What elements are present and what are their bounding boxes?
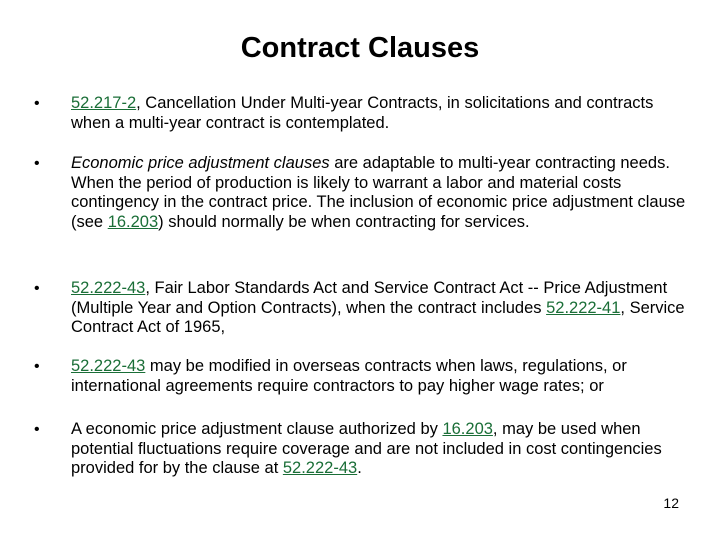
bullet-marker: •: [34, 421, 40, 438]
bullet-marker: •: [34, 155, 40, 172]
section-link-16-203[interactable]: 16.203: [107, 212, 159, 231]
bullet-text: [71, 94, 686, 133]
slide-title: Contract Clauses: [240, 32, 480, 64]
bullet-text-segment: , Service Contract Act of 1965,: [71, 298, 685, 336]
clause-link-52-217-2[interactable]: 52.217-2: [71, 94, 137, 112]
clause-link-52-222-41[interactable]: 52.222-41: [546, 298, 621, 317]
clause-link-52-222-43[interactable]: 52.222-43: [282, 459, 358, 477]
bullet-text-segment: may be modified in overseas contracts when laws, regulations, or international agreements require contractors to pay higher wage rates; or: [71, 357, 627, 395]
bullet-text-segment: are adaptable to multi-year contracting needs. When the period of production is likely to warrant a labor and material costs contingency in the contract price. The inclusion of economic price adjustment clause (see: [71, 154, 686, 231]
bullet-marker: •: [34, 358, 40, 375]
bullet-text: [71, 279, 686, 338]
section-link-16-203[interactable]: 16.203: [442, 420, 493, 438]
bullet-text-segment: , Fair Labor Standards Act and Service Contract Act -- Price Adjustment (Multiple Year and Option Contracts), when the contract includes: [71, 279, 668, 317]
bullet-marker: •: [34, 95, 40, 112]
bullet-text-segment: A economic price adjustment clause authorized by: [71, 420, 443, 438]
page-number: 12: [663, 495, 679, 511]
emphasis-text: Economic price adjustment clauses: [71, 154, 330, 172]
bullet-text-segment: ) should normally be when contracting for services.: [158, 212, 530, 231]
bullet-text-segment: .: [357, 459, 362, 477]
bullet-text-segment: , may be used when potential fluctuations require coverage and are not included in cost contingencies provided for by the clause at: [71, 420, 662, 477]
bullet-text: [71, 154, 686, 232]
clause-link-52-222-43[interactable]: 52.222-43: [71, 279, 146, 297]
bullet-text: [71, 357, 686, 396]
bullet-text-segment: , Cancellation Under Multi-year Contracts, in solicitations and contracts when a multi-year contract is contemplated.: [71, 94, 654, 132]
clause-link-52-222-43[interactable]: 52.222-43: [71, 357, 146, 375]
bullet-marker: •: [34, 280, 40, 297]
bullet-text: [71, 420, 686, 479]
